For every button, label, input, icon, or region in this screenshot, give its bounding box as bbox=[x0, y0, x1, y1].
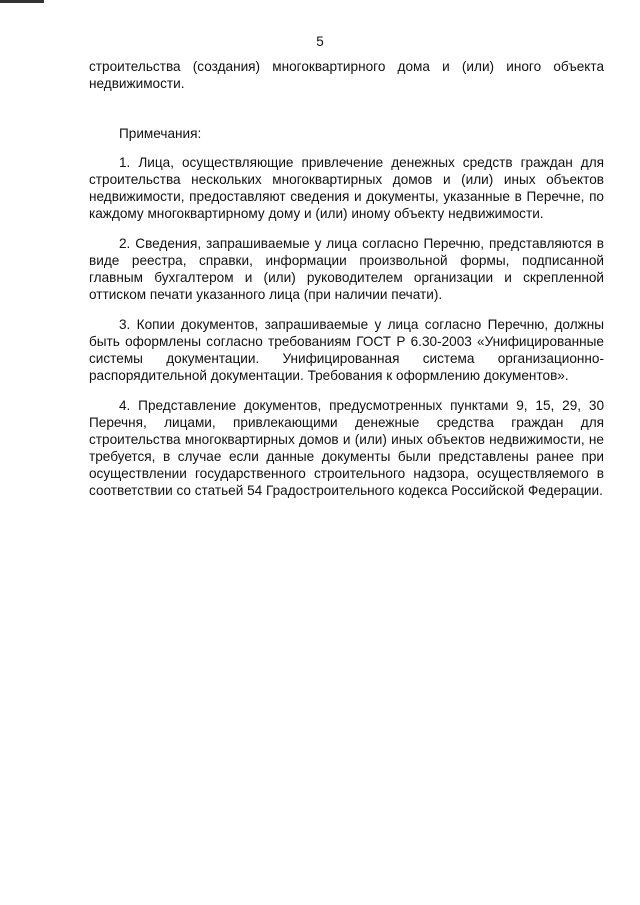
continuation-paragraph: строительства (создания) многоквартирного дома и (или) иного объекта недвижимости. bbox=[89, 59, 604, 91]
corner-scan-mark bbox=[0, 0, 44, 3]
note-2: 2. Сведения, запрашиваемые у лица согласно Перечню, представляются в виде реестра, справки, информации произвольной формы, подписанной главным бухгалтером и (или) руководителем организации и скрепленной оттиском печати указанного лица (при наличии печати). bbox=[89, 236, 604, 302]
note-3: 3. Копии документов, запрашиваемые у лица согласно Перечню, должны быть оформлены согласно требованиям ГОСТ Р 6.30-2003 «Унифицированные системы документации. Унифицированная система организационно-распорядительной документации. Требования к оформлению документов». bbox=[89, 317, 604, 383]
page-number: 5 bbox=[316, 34, 324, 49]
notes-heading: Примечания: bbox=[119, 126, 202, 141]
document-body bbox=[89, 58, 604, 512]
note-1: 1. Лица, осуществляющие привлечение денежных средств граждан для строительства нескольких многоквартирных домов и (или) иных объектов недвижимости, предоставляют сведения и документы, указанные в Перечне, по каждому многоквартирному дому и (или) иному объекту недвижимости. bbox=[89, 155, 604, 221]
note-4: 4. Представление документов, предусмотренных пунктами 9, 15, 29, 30 Перечня, лицами, привлекающими денежные средства граждан для строительства многоквартирных домов и (или) иных объектов недвижимости, не требуется, в случае если данные документы были представлены ранее при осуществлении государственного строительного надзора, осуществляемого в соответствии со статьей 54 Градостроительного кодекса Российской Федерации. bbox=[89, 398, 604, 498]
